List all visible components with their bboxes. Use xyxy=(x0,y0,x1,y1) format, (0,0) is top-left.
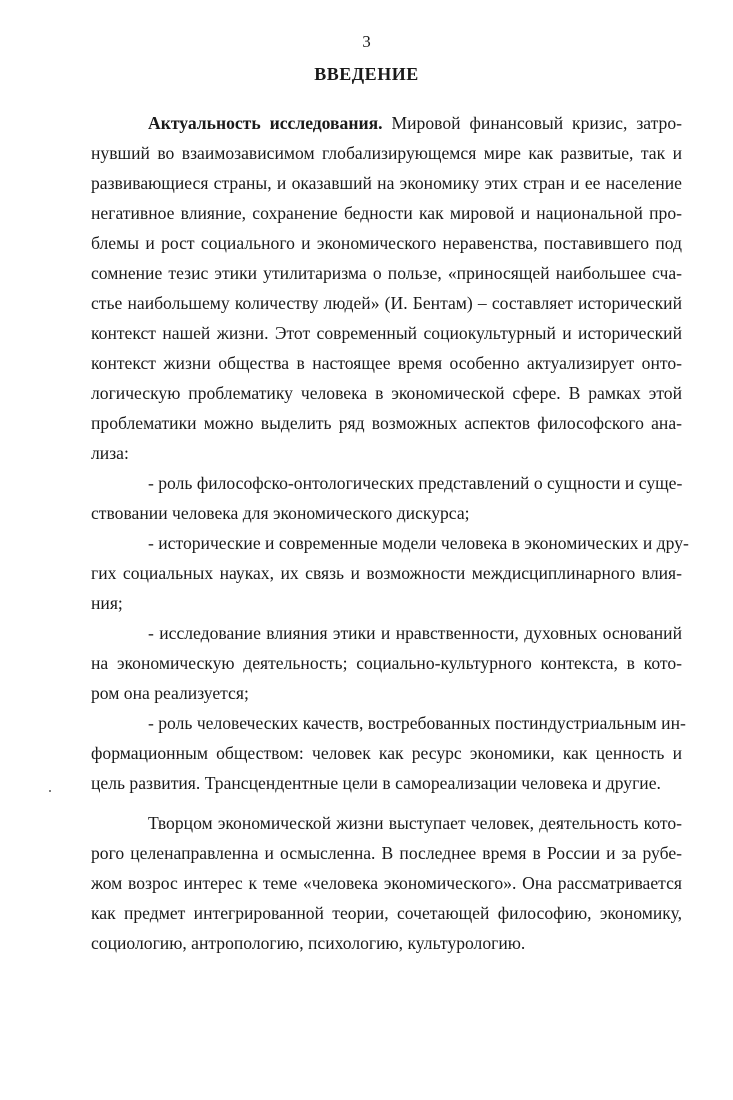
page-number: 3 xyxy=(362,32,371,51)
paragraph-text: Мировой финансовый кризис, затро- xyxy=(382,113,683,133)
paragraph-line: контекст нашей жизни. Этот современный социокультурный и исторический xyxy=(91,323,682,343)
list-item-line: - исследование влияния этики и нравственности, духовных оснований xyxy=(148,623,682,643)
list-item-line: ствовании человека для экономического дискурса; xyxy=(91,503,470,523)
paragraph-line: логическую проблематику человека в экономической сфере. В рамках этой xyxy=(91,383,682,403)
paragraph-line xyxy=(148,108,682,138)
paragraph-line: социологию, антропологию, психологию, культурологию. xyxy=(91,933,526,953)
paragraph-line: контекст жизни общества в настоящее время особенно актуализирует онто- xyxy=(91,353,682,373)
list-item-line: - роль человеческих качеств, востребованных постиндустриальным ин- xyxy=(148,713,686,733)
list-item-line: формационным обществом: человек как ресурс экономики, как ценность и xyxy=(91,743,682,763)
list-item-line: цель развития. Трансцендентные цели в самореализации человека и другие. xyxy=(91,773,661,793)
paragraph-line: негативное влияние, сохранение бедности как мировой и национальной про- xyxy=(91,203,682,223)
list-item-line: ния; xyxy=(91,593,123,613)
list-item-line: - роль философско-онтологических представлений о сущности и суще- xyxy=(148,473,683,493)
paragraph-line: нувший во взаимозависимом глобализирующемся мире как развитые, так и xyxy=(91,143,682,163)
paragraph-lead: Актуальность исследования. xyxy=(148,113,383,133)
paragraph-line: как предмет интегрированной теории, сочетающей философию, экономику, xyxy=(91,903,682,923)
paragraph-line: стье наибольшему количеству людей» (И. Бентам) – составляет исторический xyxy=(91,293,682,313)
paragraph-line: рого целенаправленна и осмысленна. В последнее время в России и за рубе- xyxy=(91,843,682,863)
list-item-line: ром она реализуется; xyxy=(91,683,249,703)
list-item-line: гих социальных науках, их связь и возможности междисциплинарного влия- xyxy=(91,563,682,583)
section-heading: ВВЕДЕНИЕ xyxy=(314,64,419,84)
list-item-line: - исторические и современные модели человека в экономических и дру- xyxy=(148,533,689,553)
paragraph-line: блемы и рост социального и экономического неравенства, поставившего под xyxy=(91,233,682,253)
paragraph-line: развивающиеся страны, и оказавший на экономику этих стран и ее население xyxy=(91,173,682,193)
paragraph-line: проблематики можно выделить ряд возможных аспектов философского ана- xyxy=(91,413,682,433)
scan-speck xyxy=(49,790,51,792)
paragraph-line: жом возрос интерес к теме «человека экономического». Она рассматривается xyxy=(91,873,682,893)
paragraph-line: Творцом экономической жизни выступает человек, деятельность кото- xyxy=(148,813,682,833)
paragraph-line: сомнение тезис этики утилитаризма о пользе, «приносящей наибольшее сча- xyxy=(91,263,682,283)
list-item-line: на экономическую деятельность; социально-культурного контекста, в кото- xyxy=(91,653,682,673)
paragraph-line: лиза: xyxy=(91,443,129,463)
